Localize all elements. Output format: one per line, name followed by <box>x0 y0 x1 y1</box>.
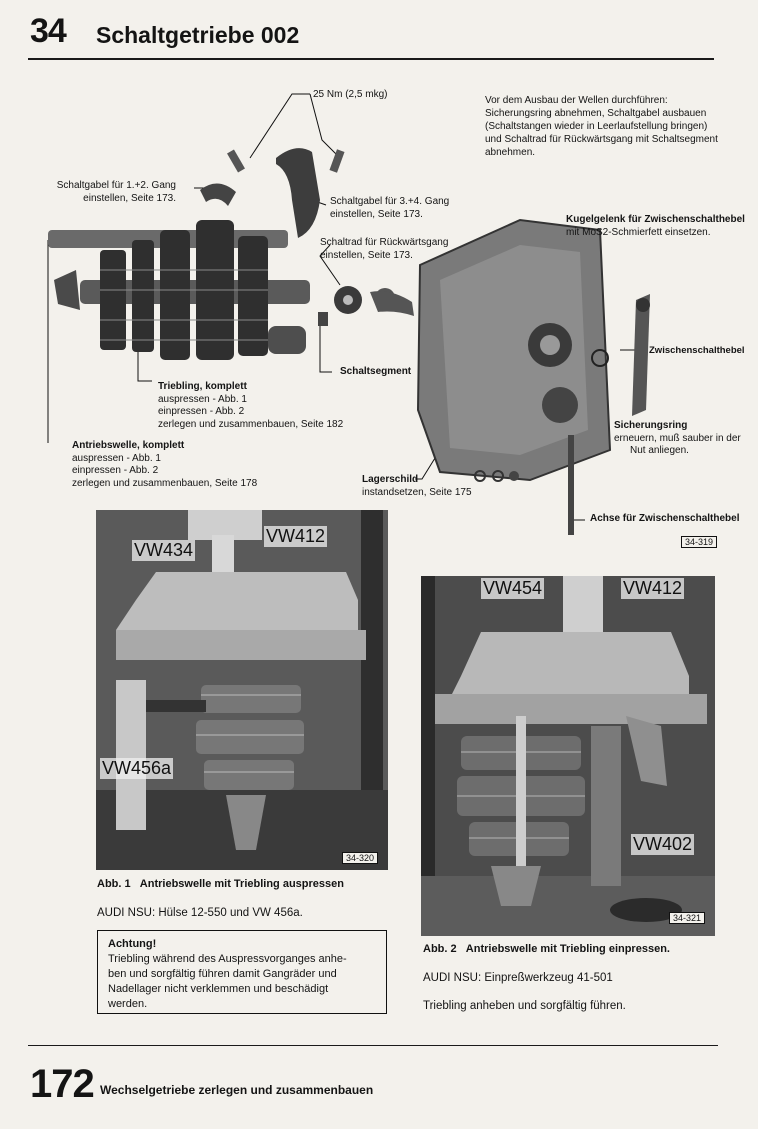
tag-vw402: VW402 <box>633 834 693 854</box>
circlip-label: Sicherungsring erneuern, muß sauber in der Nut anliegen. <box>614 420 741 456</box>
page-number: 172 <box>30 1062 94 1106</box>
footer-title: Wechselgetriebe zerlegen und zusammenbauen <box>100 1083 374 1097</box>
fork-3-4-drawing <box>276 148 320 238</box>
figure-1-photo <box>96 510 388 870</box>
figure-code-320: 34-320 <box>342 852 378 864</box>
fork-1-2-label: Schaltgabel für 1.+2. Gang einstellen, Seite 173. <box>56 180 176 204</box>
bearing-plate-label: Lagerschild instandsetzen, Seite 175 <box>362 474 472 498</box>
tag-vw434: VW434 <box>134 540 194 560</box>
warning-box: Achtung! Triebling während des Auspressvorganges anhe- ben und sorgfältig führen damit Gangräder und Nadellager nicht verklemmen und beschädigt werden. <box>97 930 387 1014</box>
tag-vw412-fig2: VW412 <box>623 578 683 598</box>
figure-1-caption: Abb. 1 Antriebswelle mit Triebling auspressen <box>97 878 344 890</box>
figure-code-321: 34-321 <box>669 912 705 924</box>
figure-code-319: 34-319 <box>681 536 717 548</box>
figure-2-photo <box>421 576 715 936</box>
chapter-number: 34 <box>30 12 66 50</box>
segment-label: Schaltsegment <box>340 366 412 377</box>
figure-1-tool: AUDI NSU: Hülse 12-550 und VW 456a. <box>97 907 303 919</box>
pinion-label: Triebling, komplett auspressen - Abb. 1 einpressen - Abb. 2 zerlegen und zusammenbauen, Seite 182 <box>158 381 344 430</box>
axle-label: Achse für Zwischenschalthebel <box>590 513 740 524</box>
fork-3-4-label: Schaltgabel für 3.+4. Gang einstellen, Seite 173. <box>330 196 450 220</box>
reverse-gear-label: Schaltrad für Rückwärtsgang einstellen, Seite 173. <box>320 237 449 261</box>
footer-rule <box>28 1045 718 1046</box>
figure-2-tool: AUDI NSU: Einpreßwerkzeug 41-501 <box>423 972 613 984</box>
tag-vw454: VW454 <box>483 578 543 598</box>
torque-label: 25 Nm (2,5 mkg) <box>313 89 388 100</box>
figure-2-caption: Abb. 2 Antriebswelle mit Triebling einpressen. <box>423 943 670 955</box>
header-rule <box>28 58 714 60</box>
page-title: Schaltgetriebe 002 <box>96 22 300 48</box>
intro-text: Vor dem Ausbau der Wellen durchführen: Sicherungsring abnehmen, Schaltgabel ausbauen (Schaltstangen wieder in Leerlaufstellung bringen) und Schaltrad für Rückwärtsgang mit Schaltsegment abnehmen. <box>485 95 718 158</box>
tag-vw412-fig1: VW412 <box>266 526 326 546</box>
figure-2-note: Triebling anheben und sorgfältig führen. <box>423 1000 626 1012</box>
shaft-assembly-drawing <box>48 220 310 360</box>
tag-vw456a: VW456a <box>102 758 172 778</box>
drive-shaft-label: Antriebswelle, komplett auspressen - Abb. 1 einpressen - Abb. 2 zerlegen und zusammenbauen, Seite 178 <box>72 440 258 489</box>
intermediate-lever-label: Zwischenschalthebel <box>649 345 745 356</box>
ball-joint-label: Kugelgelenk für Zwischenschalthebel mit MoS2-Schmierfett einsetzen. <box>566 214 745 238</box>
